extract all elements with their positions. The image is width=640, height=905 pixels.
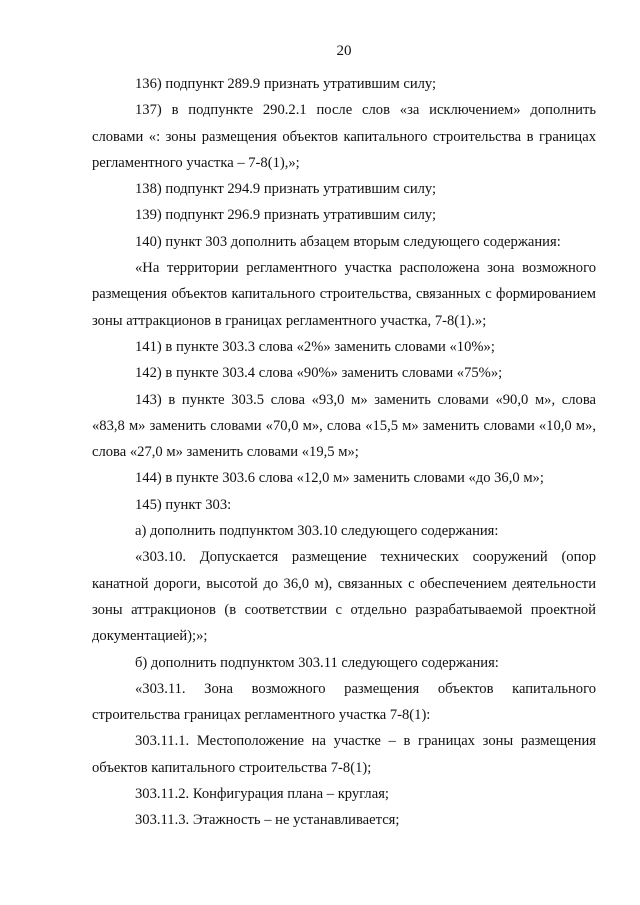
paragraph-140-quote: «На территории регламентного участка расположена зона возможного размещения объектов капитального строительства, связанных с формированием зоны аттракционов в границах регламентного участка, 7-8(1).»; [92,260,596,329]
paragraph-303-11: «303.11. Зона возможного размещения объектов капитального строительства границах регламентного участка 7-8(1): [92,680,596,724]
paragraph-145-b: б) дополнить подпунктом 303.11 следующего содержания: [135,654,499,671]
paragraph-303-11-2: 303.11.2. Конфигурация плана – круглая; [135,786,389,803]
paragraph-145: 145) пункт 303: [135,496,232,513]
paragraph-303-11-1: 303.11.1. Местоположение на участке – в границах зоны размещения объектов капитального строительства 7-8(1); [92,733,596,776]
paragraph-140: 140) пункт 303 дополнить абзацем вторым следующего содержания: [135,233,561,250]
paragraph-141: 141) в пункте 303.3 слова «2%» заменить словами «10%»; [135,338,495,355]
paragraph-144: 144) в пункте 303.6 слова «12,0 м» заменить словами «до 36,0 м»; [135,470,544,487]
paragraph-303-10: «303.10. Допускается размещение технических сооружений (опор канатной дороги, высотой до 36,0 м), связанных с обеспечением деятельности зоны аттракционов (в соответствии с отдельно разрабатываемой проектной документацией);»; [92,549,596,645]
paragraph-139: 139) подпункт 296.9 признать утратившим силу; [135,207,437,224]
paragraph-136: 136) подпункт 289.9 признать утратившим силу; [135,76,437,92]
paragraph-137: 137) в подпункте 290.2.1 после слов «за исключением» дополнить словами «: зоны размещения объектов капитального строительства в границах регламентного участка – 7-8(1),»; [92,102,596,171]
paragraph-145-a: а) дополнить подпунктом 303.10 следующего содержания: [135,523,499,540]
page-number: 20 [336,43,352,59]
paragraph-303-11-3: 303.11.3. Этажность – не устанавливается; [135,812,400,829]
paragraph-143: 143) в пункте 303.5 слова «93,0 м» заменить словами «90,0 м», слова «83,8 м» заменить словами «70,0 м», слова «15,5 м» заменить словами «10,0 м», слова «27,0 м» заменить словами «19,5 м»; [92,391,596,461]
paragraph-142: 142) в пункте 303.4 слова «90%» заменить словами «75%»; [135,365,503,382]
paragraph-138: 138) подпункт 294.9 признать утратившим силу; [135,181,437,198]
